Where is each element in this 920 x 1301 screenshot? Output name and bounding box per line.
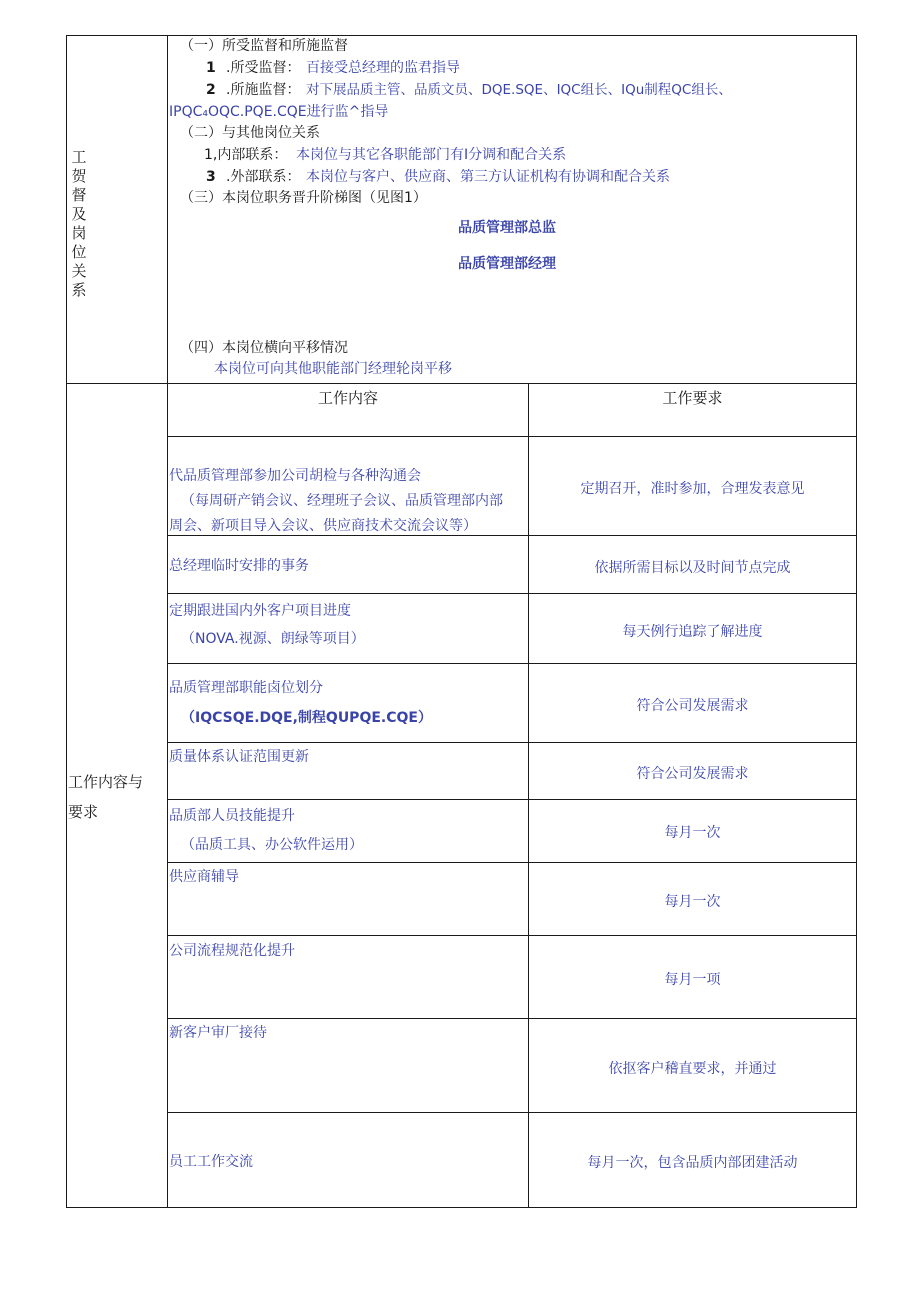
table-row-content: 总经理临时安排的事务	[169, 558, 309, 574]
lateral-heading: （四）本岗位横向平移情况	[180, 340, 348, 356]
supervision-heading: （一）所受监督和所施监督	[180, 38, 348, 54]
rel-item1-label: 1,内部联系：	[204, 147, 288, 163]
table-row-requirement: 每天例行追踪了解进度	[622, 624, 763, 640]
table-row-requirement: 每月一项	[664, 972, 721, 988]
table-row-requirement: 符合公司发展需求	[636, 766, 749, 782]
sup-item2-text: 对下展品质主管、品质文员、DQE.SQE、IQC组长、IQu制程QC组长、	[306, 82, 732, 98]
row-divider	[167, 1112, 857, 1113]
section1-side-label: 工贺督及岗位关系	[71, 148, 87, 299]
sup-item2-label: .所施监督：	[226, 82, 301, 98]
rel-item2-text: 本岗位与客户、供应商、第三方认证机构有协调和配合关系	[306, 169, 670, 185]
row-divider	[167, 663, 857, 664]
ladder-top-position: 品质管理部总监	[458, 220, 556, 236]
border-right	[856, 35, 857, 1208]
table-row-content: 代品质管理部参加公司胡检与各种沟通会 （每周研产销会议、经理班子会议、品质管理部内部 周会、新项目导入会议、供应商技术交流会议等）	[169, 468, 503, 534]
table-row-content: 供应商辅导	[169, 869, 239, 885]
sup-item1-label: .所受监督：	[226, 60, 301, 76]
label-column-divider	[167, 35, 168, 1208]
border-left	[66, 35, 67, 1208]
section2-side-label-line1: 工作内容与	[68, 773, 144, 791]
table-row-requirement: 符合公司发展需求	[636, 698, 749, 714]
row-divider	[167, 1018, 857, 1019]
table-row-requirement: 依据所需目标以及时间节点完成	[594, 560, 791, 576]
ladder-heading: （三）本岗位职务晋升阶梯图（见图1）	[180, 190, 427, 206]
rel-item1-text: 本岗位与其它各职能部门有I分调和配合关系	[296, 147, 567, 163]
table-row-content: 质量体系认证范围更新	[169, 749, 309, 765]
table-row-requirement: 定期召开，准时参加，合理发表意见	[580, 481, 805, 497]
rel-item2-number: 3	[206, 169, 216, 185]
sup-item2-number: 2	[206, 82, 216, 98]
row-divider	[167, 742, 857, 743]
sup-item1-number: 1	[206, 60, 216, 76]
section-divider	[66, 383, 857, 384]
table-row-content: 品质部人员技能提升 （品质工具、办公软件运用）	[169, 808, 363, 853]
sup-item2-text-cont: IPQC₄OQC.PQE.CQE进行监^指导	[169, 104, 389, 120]
table-row-requirement: 每月一次	[664, 894, 721, 910]
border-bottom	[66, 1207, 857, 1208]
table-row-content: 品质管理部职能卤位划分 （IQCSQE.DQE,制程QUPQE.CQE）	[169, 680, 432, 726]
table-row-content: 员工工作交流	[169, 1154, 253, 1170]
table-row-content: 公司流程规范化提升	[169, 943, 295, 959]
sup-item1-text: 百接受总经理的监君指导	[306, 60, 460, 76]
section2-side-label-line2: 要求	[68, 803, 99, 821]
ladder-second-position: 品质管理部经理	[458, 256, 556, 272]
header-work-requirement: 工作要求	[662, 389, 723, 407]
border-top	[66, 35, 857, 36]
rel-item2-label: .外部联系：	[226, 169, 301, 185]
lateral-text: 本岗位可向其他职能部门经理轮岗平移	[214, 361, 452, 377]
row-divider	[167, 436, 857, 437]
table-row-requirement: 每月一次	[664, 825, 721, 841]
row-divider	[167, 799, 857, 800]
table-row-requirement: 依抠客户稽直要求，并通过	[608, 1061, 777, 1077]
row-divider	[167, 862, 857, 863]
table-row-content: 定期跟进国内外客户项目进度 （NOVA.视源、朗绿等项目）	[169, 603, 365, 647]
table-row-content: 新客户审厂接待	[169, 1025, 267, 1041]
header-work-content: 工作内容	[317, 389, 378, 407]
table-row-requirement: 每月一次，包含品质内部团建活动	[587, 1155, 798, 1171]
row-divider	[167, 593, 857, 594]
row-divider	[167, 935, 857, 936]
relations-heading: （二）与其他岗位关系	[180, 125, 320, 141]
